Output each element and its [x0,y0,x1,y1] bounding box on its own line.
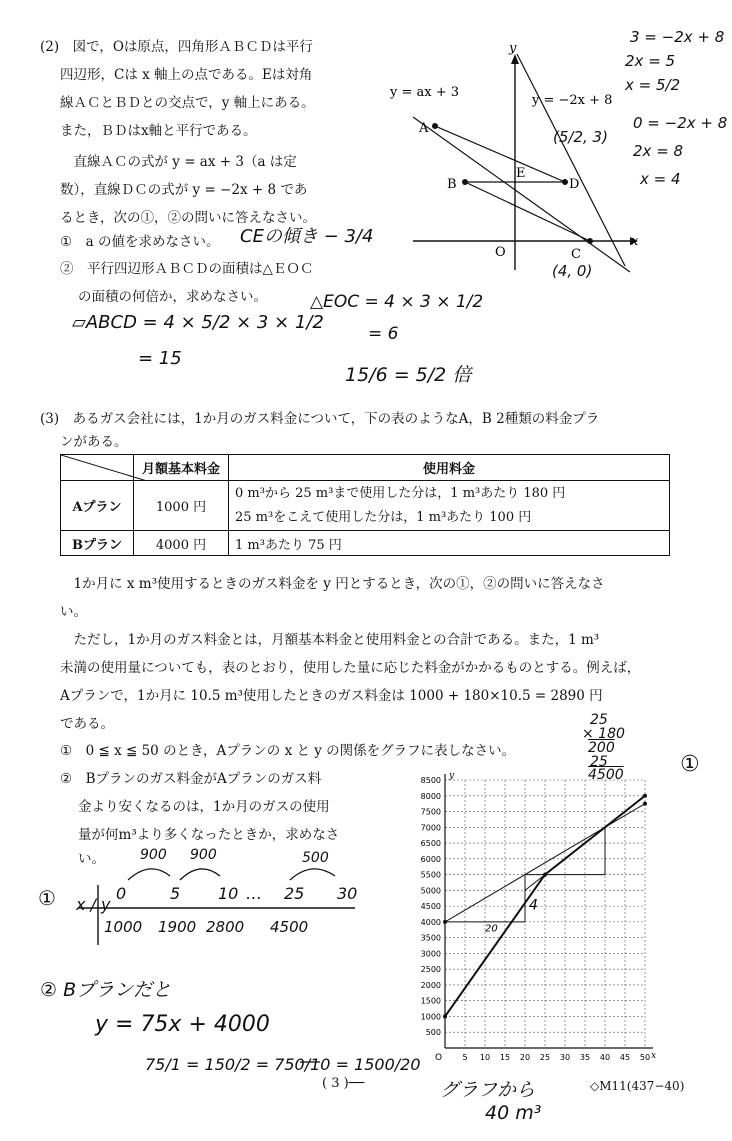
hw-table-x: 5 [170,884,181,903]
hw-mult-2: × 180 [582,726,625,742]
hw-table-y: 1900 [158,918,197,936]
y-tick-label: 1500 [420,996,441,1006]
table-row [61,531,670,556]
y-tick-label: 5500 [420,870,441,880]
q3-sub2: い。 [78,851,105,867]
hw-d-coord: (5/2, 3) [553,128,608,146]
q3-sub2: ② Bプランのガス料金がAプランのガス料 [60,771,322,787]
y-tick-label: 6000 [420,854,441,864]
q3-heading-2: ンがある。 [60,434,128,450]
point-a-label: A [419,121,429,136]
y-tick-label: 6500 [420,839,441,849]
hw-table-x: 30 [337,884,358,903]
q2-heading: (2) 図で，Oは原点，四角形ＡＢＣＤは平行 [40,39,313,55]
hw-plan-b: ② Bプランだと [40,979,172,1001]
q3-para: である。 [60,716,114,732]
col-header-base: 月額基本料金 [134,455,229,481]
x-tick-label: 20 [519,1053,531,1062]
hw-solve-right-1: 0 = −2x + 8 [633,114,728,132]
q3-sub1: ① 0 ≦ x ≦ 50 のとき，Aプランの x と y の関係をグラフに表しなさい。 [60,743,516,759]
y-axis-label: y [449,771,455,781]
figure-axis-x: x [631,234,639,249]
hw-area-eoc-result: = 6 [368,324,399,344]
series-point [643,794,647,798]
hw-arrow-label: 500 [302,850,329,866]
parallelogram-figure [385,40,645,280]
q3-para: 1か月に x m³使用するときのガス料金を y 円とするとき，次の①，②の問いに答えなさ [60,576,605,592]
plan-usage-fee: 1 m³あたり 75 円 [229,531,670,556]
hw-arrow-label: 900 [140,847,167,863]
series-point [643,802,647,806]
y-tick-label: 8000 [420,791,441,801]
gas-plan-table [60,454,670,556]
q2-sub1: ① a の値を求めなさい。 [60,234,220,250]
plan-name: Aプラン [61,481,134,531]
q3-sub2: 金より安くなるのは，1か月のガスの使用 [78,799,330,815]
y-tick-label: 2000 [420,980,441,990]
usage-line: 25 m³をこえて使用した分は，1 m³あたり 100 円 [235,509,532,525]
q2-sub2a: ② 平行四辺形ＡＢＣＤの面積は△ＥＯＣ [60,261,314,277]
figure-axis-y: y [509,41,517,56]
x-tick-label: 45 [619,1053,631,1062]
y-tick-label: 5000 [420,886,441,896]
q2-line: 線ＡＣとＢＤとの交点で，y 軸上にある。 [60,95,315,111]
hw-xy: x / y [76,895,111,914]
q2-line: 直線ＡＣの式が y = ax + 3（a は定 [60,154,297,170]
q3-para: い。 [60,604,87,620]
q3-sub2: 量が何m³より多くなったときか，求めなさ [78,827,340,843]
plan-base-fee: 4000 円 [134,531,229,556]
y-tick-label: 4000 [420,917,441,927]
x-tick-label: 40 [599,1053,611,1062]
q3-heading: (3) あるガス会社には，1か月のガス料金について，下の表のようなA，B 2種類の料金プラ [40,411,600,427]
point-c-label: C [571,247,581,262]
q2-line: また，ＢＤはx軸と平行である。 [60,123,257,139]
hw-table-x: 10 [218,884,239,903]
x-tick-label: 35 [579,1053,591,1062]
hw-solve-top-3: x = 5/2 [625,76,681,94]
hw-solve-right-2: 2x = 8 [633,142,684,160]
y-tick-label: 3000 [420,949,441,959]
hw-fractions: 75/1 = 150/2 = 750/10 = 1500/20 [145,1055,421,1074]
hw-mult-3: 200 [588,740,615,756]
q2-sub2b: の面積の何倍か，求めなさい。 [78,289,267,305]
figure-line1-label: y = ax + 3 [390,85,460,100]
hw-mult-5: 4500 [588,767,624,783]
usage-line: 0 m³から 25 m³まで使用した分は，1 m³あたり 180 円 [235,485,566,501]
gas-fee-graph [405,770,670,1070]
point-b-label: B [447,177,457,192]
hw-ratio: 15/6 = 5/2 倍 [345,364,472,386]
hw-mult-1: 25 [590,712,608,728]
plan-base-fee: 1000 円 [134,481,229,531]
hw-table-y: 2800 [206,918,245,936]
table-corner-cell [61,455,134,481]
hw-answer: 40 m³ [485,1102,542,1124]
q3-para: ただし，1か月のガス料金とは，月額基本料金と使用料金との合計である。また，1 m³ [60,632,600,648]
hw-area-abcd: ▱ABCD = 4 × 5/2 × 3 × 1/2 [72,312,324,333]
hw-answer1: CEの傾き − 3/4 [240,226,374,247]
hw-solve-right-3: x = 4 [640,170,681,188]
q2-line: るとき，次の①，②の問いに答えなさい。 [60,210,316,226]
figure-line2-label: y = −2x + 8 [532,93,613,108]
y-tick-label: 2500 [420,965,441,975]
x-axis-label: x [651,1051,657,1061]
hw-circle1: ① [680,752,700,777]
series-point [443,1014,447,1018]
point-o-label: O [495,245,506,260]
hw-graph-from: グラフから [440,1079,536,1101]
y-tick-label: 3500 [420,933,441,943]
hw-solve-top-2: 2x = 5 [625,52,676,70]
hw-mark-1: ① [38,886,56,910]
plan-name: Bプラン [61,531,134,556]
x-tick-label: 10 [479,1053,491,1062]
q3-para: Aプランで，1か月に 10.5 m³使用したときのガス料金は 1000 + 180×10.5 = 2890 円 [60,688,603,704]
hw-table-x: … [246,884,262,903]
hw-table-x: 0 [116,884,127,903]
y-tick-label: 1000 [420,1012,441,1022]
hw-arrow-label: 900 [190,847,217,863]
hw-area-eoc: △EOC = 4 × 3 × 1/2 [310,292,484,312]
exam-code: ◇M11(437−40) [590,1079,685,1093]
hw-c-coord: (4, 0) [552,262,593,280]
hw-table-y: 4500 [270,918,309,936]
x-tick-label: 30 [559,1053,571,1062]
hw-table-y: 1000 [104,918,143,936]
annotation-label: 4 [529,897,538,914]
y-tick-label: 7500 [420,807,441,817]
q2-line: 四辺形，Cは x 軸上の点である。Eは対角 [60,67,313,83]
hw-equation: y = 75x + 4000 [95,1012,270,1037]
x-tick-label: 50 [639,1053,651,1062]
y-tick-label: 4500 [420,902,441,912]
annotation-label: 20 [485,923,498,935]
plan-usage-fee [229,481,670,531]
col-header-usage: 使用料金 [229,455,670,481]
q3-para: 未満の使用量についても，表のとおり，使用した量に応じた料金がかかるものとする。例えば， [60,660,641,676]
table-row [61,481,670,531]
y-tick-label: 7000 [420,823,441,833]
hw-solve-top-1: 3 = −2x + 8 [630,28,725,46]
point-e-label: E [516,166,526,181]
y-tick-label: 8500 [420,776,441,785]
page-number: ( 3 )── [322,1076,365,1091]
x-tick-label: 5 [462,1053,468,1062]
x-tick-label: 15 [499,1053,511,1062]
point-d-label: D [569,177,580,192]
hw-area-abcd-result: = 15 [138,348,182,369]
x-tick-label: 25 [539,1053,551,1062]
hw-table-x: 25 [284,884,305,903]
hw-mult-4: 25 [590,754,608,770]
origin-label: O [435,1053,443,1063]
y-tick-label: 500 [425,1028,441,1038]
q2-line: 数），直線ＤＣの式が y = −2x + 8 であ [60,182,308,198]
